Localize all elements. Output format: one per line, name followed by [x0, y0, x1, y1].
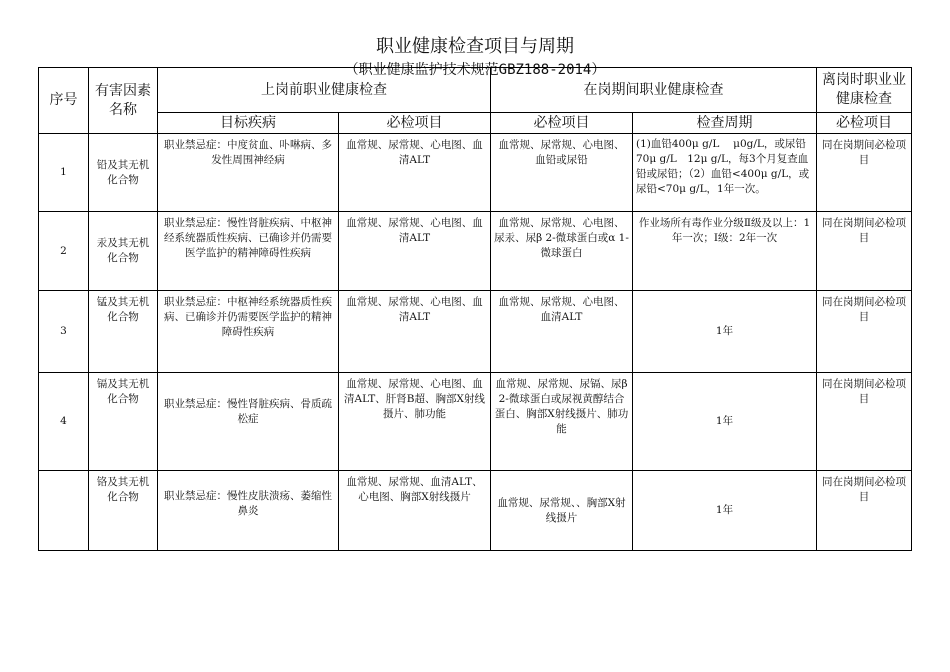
cell-disease: 职业禁忌症：中度贫血、卟啉病、多发性周围神经病: [158, 134, 339, 212]
cell-hazard: 铬及其无机化合物: [89, 471, 158, 551]
header-row-1: [39, 68, 912, 113]
cell-disease: 职业禁忌症：慢性皮肤溃疡、萎缩性鼻炎: [158, 471, 339, 551]
cell-seq: 1: [39, 134, 89, 212]
cell-leave-items: 同在岗期间必检项目: [817, 212, 912, 291]
cell-pre-items: 血常规、尿常规、心电图、血清ALT、肝肾B超、胸部X射线摄片、肺功能: [339, 373, 491, 471]
cell-seq: 3: [39, 291, 89, 373]
table-row: [39, 291, 912, 373]
header-on-job: 在岗期间职业健康检查: [491, 68, 817, 113]
header-required-items: 必检项目: [339, 113, 491, 134]
cell-leave-items: 同在岗期间必检项目: [817, 373, 912, 471]
cell-cycle: 1年: [633, 291, 817, 373]
header-row-2: [39, 113, 912, 134]
document-subtitle: （职业健康监护技术规范GBZ188-2014）: [344, 62, 606, 78]
cell-cycle: 作业场所有毒作业分级Ⅱ级及以上：1年一次；Ⅰ级：2年一次: [633, 212, 817, 291]
table-row: [39, 212, 912, 291]
cell-disease: 职业禁忌症：慢性肾脏疾病、骨质疏松症: [158, 373, 339, 471]
header-leave-required-items: 必检项目: [817, 113, 912, 134]
header-on-required-items: 必检项目: [491, 113, 633, 134]
cell-hazard: 镉及其无机化合物: [89, 373, 158, 471]
cell-hazard: 汞及其无机化合物: [89, 212, 158, 291]
header-target-disease: 目标疾病: [158, 113, 339, 134]
header-leave-job: 离岗时职业业健康检查: [817, 68, 912, 113]
table-row: [39, 134, 912, 212]
table-row: [39, 373, 912, 471]
cell-pre-items: 血常规、尿常规、心电图、血清ALT: [339, 134, 491, 212]
cell-disease: 职业禁忌症：中枢神经系统器质性疾病、已确诊并仍需要医学监护的精神障碍性疾病: [158, 291, 339, 373]
header-seq: 序号: [39, 68, 89, 134]
cell-on-items: 血常规、尿常规、、胸部X射线摄片: [491, 471, 633, 551]
cell-cycle: 1年: [633, 373, 817, 471]
cell-pre-items: 血常规、尿常规、血清ALT、心电图、胸部X射线摄片: [339, 471, 491, 551]
cell-pre-items: 血常规、尿常规、心电图、血清ALT: [339, 291, 491, 373]
cell-hazard: 铅及其无机化合物: [89, 134, 158, 212]
cell-on-items: 血常规、尿常规、心电图、血清ALT: [491, 291, 633, 373]
cell-cycle: (1)血铅400μ g/L μ0g/L，或尿铅70μ g/L 12μ g/L，每3个月复查血铅或尿铅；（2）血铅<400μ g/L，或尿铅<70μ g/L，1年一次。: [633, 134, 817, 212]
health-check-table: [38, 67, 912, 551]
cell-on-items: 血常规、尿常规、尿镉、尿β 2-微球蛋白或尿视黄醇结合蛋白、胸部X射线摄片、肺功能: [491, 373, 633, 471]
document-title: 职业健康检查项目与周期: [376, 36, 574, 57]
table-row: [39, 471, 912, 551]
cell-on-items: 血常规、尿常规、心电图、血铅或尿铅: [491, 134, 633, 212]
header-check-cycle: 检查周期: [633, 113, 817, 134]
cell-leave-items: 同在岗期间必检项目: [817, 134, 912, 212]
cell-on-items: 血常规、尿常规、心电图、尿汞、尿β 2-微球蛋白或α 1-微球蛋白: [491, 212, 633, 291]
cell-seq: [39, 471, 89, 551]
cell-disease: 职业禁忌症：慢性肾脏疾病、中枢神经系统器质性疾病、已确诊并仍需要医学监护的精神障碍性疾病: [158, 212, 339, 291]
cell-hazard: 锰及其无机化合物: [89, 291, 158, 373]
cell-cycle: 1年: [633, 471, 817, 551]
header-pre-job: 上岗前职业健康检查: [158, 68, 491, 113]
cell-pre-items: 血常规、尿常规、心电图、血清ALT: [339, 212, 491, 291]
cell-leave-items: 同在岗期间必检项目: [817, 471, 912, 551]
header-hazard: 有害因素名称: [89, 68, 158, 134]
cell-leave-items: 同在岗期间必检项目: [817, 291, 912, 373]
cell-seq: 2: [39, 212, 89, 291]
cell-seq: 4: [39, 373, 89, 471]
